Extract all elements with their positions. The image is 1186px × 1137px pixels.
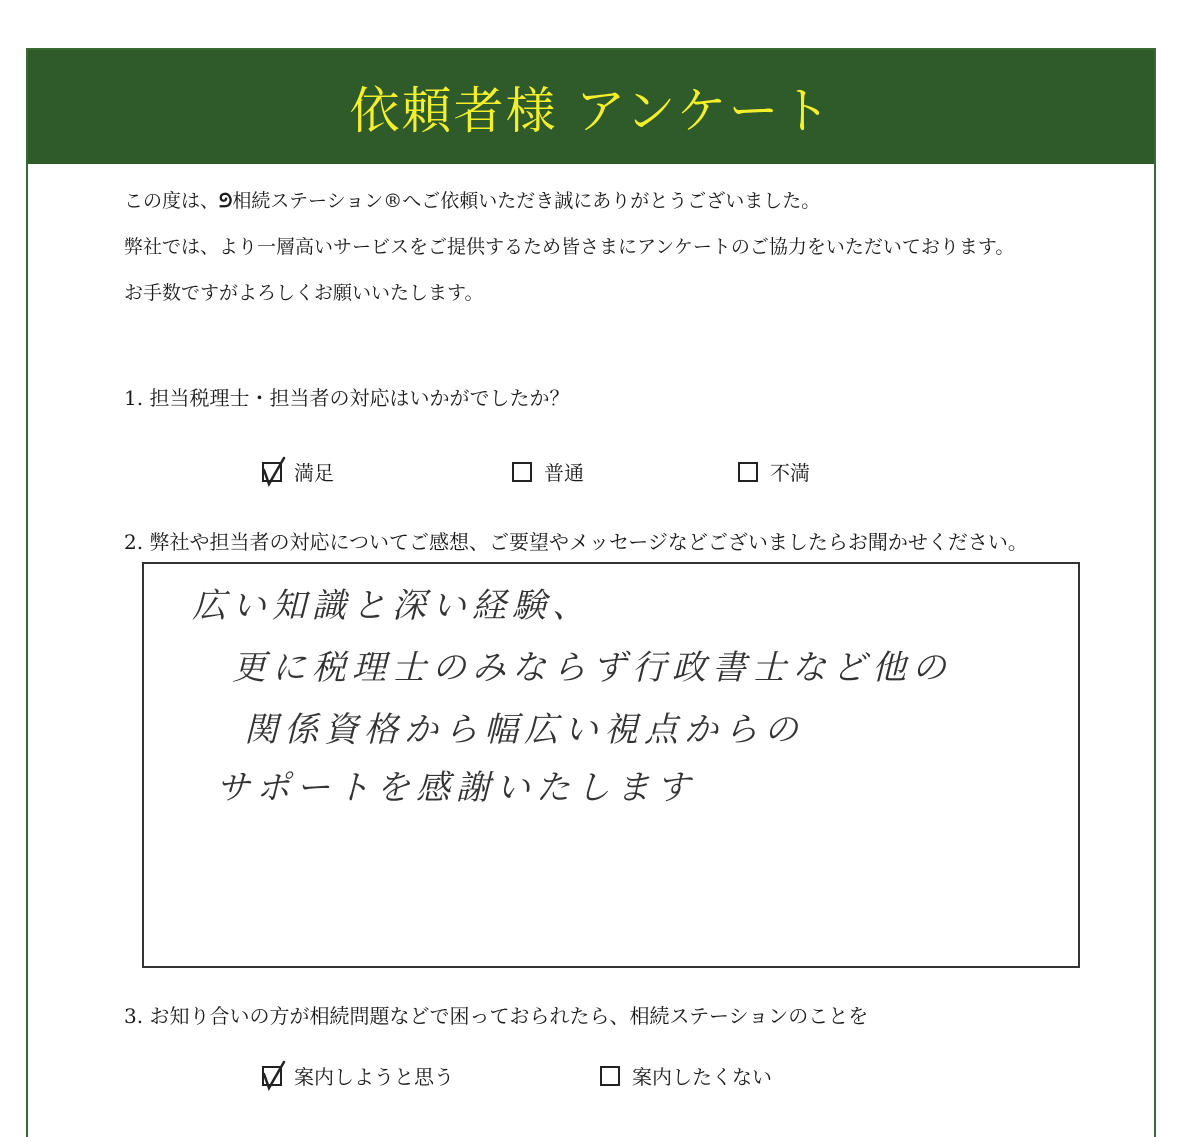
question-3: 3. お知り合いの方が相続問題などで困っておられたら、相続ステーションのことを xyxy=(124,1004,869,1028)
q1-option-normal[interactable] xyxy=(512,457,584,486)
checkbox-not-recommend[interactable] xyxy=(600,1066,620,1086)
option-label-not-recommend: 案内したくない xyxy=(632,1065,772,1089)
intro-line-3: お手数ですがよろしくお願いいたします。 xyxy=(124,282,484,304)
checkbox-recommend[interactable] xyxy=(262,1066,282,1086)
checkbox-satisfied[interactable] xyxy=(262,462,282,482)
intro-text xyxy=(124,186,1014,324)
q3-option-recommend[interactable] xyxy=(262,1061,454,1090)
survey-title: 依頼者様 アンケート xyxy=(349,82,833,140)
company-logo-icon: ᘓ xyxy=(219,190,233,212)
checkbox-normal[interactable] xyxy=(512,462,532,482)
q1-option-dissatisfied[interactable] xyxy=(738,457,810,486)
checkbox-dissatisfied[interactable] xyxy=(738,462,758,482)
checkmark-icon xyxy=(260,456,290,490)
checkmark-icon xyxy=(260,1060,290,1094)
question-1: 1. 担当税理士・担当者の対応はいかがでしたか？ xyxy=(124,386,570,410)
option-label-normal: 普通 xyxy=(544,461,584,485)
intro-line-2: 弊社では、より一層高いサービスをご提供するため皆さまにアンケートのご協力をいただいております。 xyxy=(124,236,1015,258)
option-label-satisfied: 満足 xyxy=(294,461,334,485)
handwritten-line-2: 更に税理士のみならず行政書士など他の xyxy=(232,648,952,688)
handwritten-line-4: サポートを感謝いたします xyxy=(216,768,696,808)
survey-sheet xyxy=(26,48,1156,1137)
option-label-dissatisfied: 不満 xyxy=(770,461,810,485)
q3-option-not-recommend[interactable] xyxy=(600,1061,772,1090)
intro-line-1: この度は、ᘓ相続ステーション®へご依頼いただき誠にありがとうございました。 xyxy=(124,186,1014,232)
survey-header xyxy=(28,50,1154,164)
question-2: 2. 弊社や担当者の対応についてご感想、ご要望やメッセージなどございましたらお聞かせください。 xyxy=(124,530,1028,554)
option-label-recommend: 案内しようと思う xyxy=(294,1065,454,1089)
handwritten-line-1: 広い知識と深い経験、 xyxy=(192,586,592,626)
comment-answer-box xyxy=(142,562,1080,968)
handwritten-line-3: 関係資格から幅広い視点からの xyxy=(244,710,804,750)
q1-option-satisfied[interactable] xyxy=(262,457,334,486)
